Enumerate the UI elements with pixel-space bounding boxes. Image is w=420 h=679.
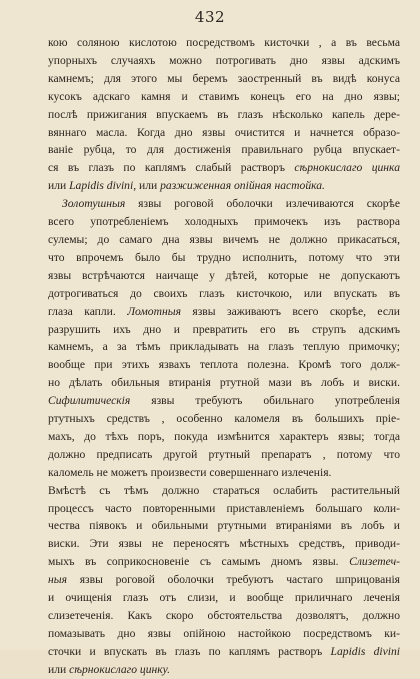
text-segment: , или bbox=[133, 179, 161, 193]
text-segment: процессъ часто повторенными приставленiемъ большаго коли- bbox=[48, 501, 400, 515]
page-number: 432 bbox=[194, 8, 226, 26]
text-segment: виски. Эти язвы не переносятъ мѣстныхъ средствъ, приводи- bbox=[48, 537, 400, 551]
text-line bbox=[48, 231, 400, 249]
text-line bbox=[48, 338, 400, 356]
text-segment: кусокъ адскаго камня и ставимъ конецъ его на дно язвы; bbox=[48, 89, 400, 103]
text-segment: кою соляною кислотою посредствомъ кисточки , а въ весьма bbox=[48, 36, 400, 49]
text-segment: чества пiявокъ и обильными ртутными втиранiями въ лобъ и bbox=[48, 519, 400, 533]
italic-text: Золотушныя bbox=[62, 197, 126, 211]
italic-text: Lapidis divini bbox=[330, 644, 400, 658]
text-segment: разрушить ихъ дно и превратить его въ струпъ адскимъ bbox=[48, 322, 400, 336]
text-line bbox=[48, 571, 400, 589]
italic-text: Lapidis divini bbox=[69, 179, 134, 193]
italic-text: сѣрнокислаго цинку. bbox=[69, 662, 170, 676]
text-segment: упорныхъ случаяхъ можно потрогивать дно язвы адскимъ bbox=[48, 53, 400, 67]
text-line bbox=[48, 213, 400, 231]
text-segment: что впрочемъ было бы трудно исполнить, потому что эти bbox=[48, 250, 400, 264]
text-line bbox=[48, 428, 400, 446]
text-line bbox=[48, 106, 400, 124]
text-segment: язвы роговой оболочки требуютъ частаго шприцованiя bbox=[67, 573, 400, 587]
text-line bbox=[48, 303, 400, 321]
text-segment: ванie рубца, то для достиженiя правильнаго рубца впускает- bbox=[48, 143, 400, 157]
text-line bbox=[48, 482, 400, 500]
text-segment: должно предписать другой ртутный препаратъ , потому что bbox=[48, 447, 400, 461]
text-line bbox=[48, 410, 400, 428]
text-segment: и очищенiя глазъ отъ слизи, и вообще приличнаго леченiя bbox=[48, 591, 400, 605]
text-segment: или bbox=[48, 662, 70, 676]
text-line bbox=[48, 661, 400, 679]
text-line bbox=[48, 141, 400, 159]
text-segment: Вмѣстѣ съ тѣмъ должно стараться ослабить растительный bbox=[48, 483, 400, 497]
text-segment: язвы роговой оболочки излечиваются скорѣе bbox=[125, 197, 400, 211]
text-line bbox=[48, 446, 400, 464]
text-line bbox=[48, 70, 400, 88]
text-line bbox=[48, 267, 400, 285]
text-line bbox=[48, 177, 400, 195]
text-segment: сулемы; до самаго дна язвы вичемъ не должно прикасаться, bbox=[48, 232, 400, 246]
text-line bbox=[48, 285, 400, 303]
text-segment: ся въ глазъ по каплямъ слабый растворъ bbox=[48, 161, 295, 175]
italic-text: разжиженная опiйная настойка. bbox=[160, 179, 325, 193]
body-text bbox=[48, 34, 400, 679]
text-line bbox=[48, 625, 400, 643]
text-segment: каломель не можетъ произвести совершеннаго излеченiя. bbox=[48, 465, 332, 479]
text-segment: язвы встрѣчаются наичаще у дѣтей, которые не допускаютъ bbox=[48, 268, 400, 282]
text-line bbox=[48, 643, 400, 661]
text-segment: язвы требуютъ обильнаго употребленiя bbox=[130, 394, 400, 408]
text-segment: мыхъ въ соприкосновенiе съ самымъ дномъ язвы. bbox=[48, 555, 350, 569]
text-line bbox=[48, 159, 400, 177]
text-line bbox=[48, 589, 400, 607]
text-line bbox=[48, 392, 400, 410]
text-segment: послѣ прижигания впускаемъ въ глазъ нѣсколько капель дере- bbox=[48, 107, 400, 121]
text-line bbox=[48, 195, 400, 213]
text-segment: сточки и впускать въ глазъ по каплямъ растворъ bbox=[48, 644, 331, 658]
text-line bbox=[48, 321, 400, 339]
text-segment: язвы заживаютъ всего скорѣе, если bbox=[180, 304, 400, 318]
text-line bbox=[48, 535, 400, 553]
text-segment: помазывать дно язвы опiйною настойкою посредствомъ ки- bbox=[48, 626, 400, 640]
text-line bbox=[48, 500, 400, 518]
text-segment: вообще при этихъ язвахъ теплота полезна. Кромѣ того долж- bbox=[48, 358, 400, 372]
text-segment: или bbox=[48, 179, 70, 193]
text-line bbox=[48, 124, 400, 142]
text-segment: глаза капли. bbox=[48, 304, 128, 318]
text-line bbox=[48, 374, 400, 392]
italic-text: Слизетеч- bbox=[349, 555, 400, 569]
text-segment: дотрогиваться до своихъ глазъ кисточкою, или впускать въ bbox=[48, 286, 400, 300]
italic-text: ныя bbox=[48, 573, 67, 587]
text-line bbox=[48, 88, 400, 106]
text-segment: камнемъ; для этого мы беремъ заостренный въ видѣ конуса bbox=[48, 71, 400, 85]
text-line bbox=[48, 356, 400, 374]
text-line bbox=[48, 249, 400, 267]
text-line bbox=[48, 34, 400, 52]
text-line bbox=[48, 607, 400, 625]
italic-text: сѣрнокислаго цинка bbox=[294, 161, 400, 175]
text-segment: ртутныхъ средствъ , особенно каломеля въ большихъ прiе- bbox=[48, 412, 400, 426]
text-line bbox=[48, 464, 400, 482]
text-line bbox=[48, 517, 400, 535]
italic-text: Сифилитическiя bbox=[48, 394, 131, 408]
text-segment: камнемъ, а за тѣмъ прикладывать на глазъ теплую примочку; bbox=[48, 340, 400, 354]
text-segment: вяннаго масла. Когда дно язвы очистится и начнется образо- bbox=[48, 125, 400, 139]
text-segment: махъ, до тѣхъ поръ, покуда измѣнится характеръ язвы; тогда bbox=[48, 429, 400, 443]
text-segment: всего употребленiемъ холодныхъ примочекъ изъ раствора bbox=[48, 215, 400, 229]
text-line bbox=[48, 553, 400, 571]
italic-text: Ломотныя bbox=[127, 304, 181, 318]
text-segment: но дѣлать обильныя втиранiя ртутной мази въ лобъ и виски. bbox=[48, 376, 400, 390]
text-line bbox=[48, 52, 400, 70]
text-segment: слизетеченiя. Какъ скоро обстоятельства дозволятъ, должно bbox=[48, 609, 400, 622]
